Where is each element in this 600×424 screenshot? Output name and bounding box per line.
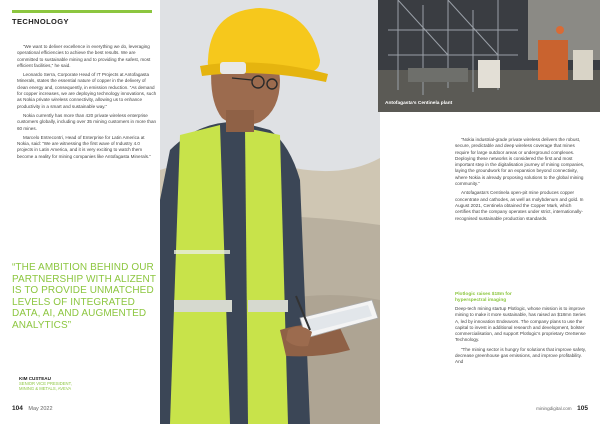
section-label: TECHNOLOGY [12,17,69,26]
page-number-right: 105 [577,405,588,412]
left-article-column [17,44,157,163]
centinela-plant-photo [378,0,600,112]
left-paragraph: “We want to deliver excellence in everything we do, leveraging operational efficiencies to achieve the best results. We are committed to sustainable mining and to providing the safest, most efficient facilities,” he said. [17,44,151,68]
plotlogic-subhead [455,292,587,304]
attribution-name: KIM CUSTEAU [19,376,51,381]
right-article-column [455,137,587,225]
attribution-title-line2: MINING & METALS, AVEVA [19,386,72,392]
folio-right [536,405,588,412]
left-paragraph: Nokia currently has more than 420 private wireless enterprise customers globally, including over 35 mining customers in more than 60 mines. [17,112,157,131]
worker-illustration [160,0,380,424]
section-accent-bar [12,10,152,13]
plotlogic-section [455,292,587,369]
right-paragraph: “Nokia industrial-grade private wireless delivers the robust, secure, predictable and deep wireless coverage that mines require for large outdoor areas or underground complexes. Deploying these networks is considered the first and most important step in the digitalisation journey of mining companies, laying the groundwork for an expansion beyond connectivity, where Nokia is already proposing solutions to the global mining community.” [455,137,585,187]
quote-attribution [19,376,159,392]
worker-photo [160,0,380,424]
pull-quote: “THE AMBITION BEHIND OUR PARTNERSHIP WITH ALIZENT IS TO PROVIDE UNMATCHED LEVELS OF INTEGRATED DATA, AI, AND AUGMENTED ANALYTICS” [12,262,156,331]
subhead-line2: hyperspectral imaging [455,298,507,303]
plant-photo-caption: Antofagasta’s Centinela plant [385,101,453,106]
attribution-title-line1: SENIOR VICE PRESIDENT, [19,381,72,386]
subhead-line1: Plotlogic raises $18m for [455,292,512,297]
plant-illustration [378,0,600,112]
plotlogic-paragraph: Deep-tech mining startup Plotlogic, whose mission is to improve mining to make it more sustainable, has raised an $18mn Series A, led by innovation Endeavors. The company plans to use the capital to invest in additional research and development, bolster commercialisation, and support Plotlogic’s proprietary OreSense Technology. [455,306,586,343]
issue-date: May 2022 [28,406,53,412]
left-paragraph: Marcelo Entrecontri, Head of Enterprise for Latin America at Nokia, said: “We are witnessing the first wave of Industry 4.0 projects in Latin America, and it is very exciting to watch them become a reality for mining companies like Antofagasta Minerals.” [17,134,151,159]
left-paragraph: Leonardo Serra, Corporate Head of IT Projects at Antofagasta Minerals, states the essential nature of copper in the delivery of clean energy and, consequently, in emission reduction. “As demand for copper increases, we are deploying technology innovations, such as Nokia private wireless connectivity, allowing us to enhance productivity in a smart and sustainable way.” [17,72,157,109]
right-paragraph: Antofagasta’s Centinela open-pit mine produces copper concentrate and cathodes, as well as molybdenum and gold. In August 2021, Centinela obtained the Copper Mark, which certifies that the company operates under strict, internationally-recognised sustainable production standards. [455,190,584,221]
section-tag [12,10,152,26]
site-url: miningdigital.com [536,406,572,411]
page-number-left: 104 [12,405,23,412]
folio-left [12,405,53,412]
plotlogic-paragraph: “The mining sector is hungry for solutions that improve safety, decrease greenhouse gas emissions, and improve profitability. And [455,346,587,365]
